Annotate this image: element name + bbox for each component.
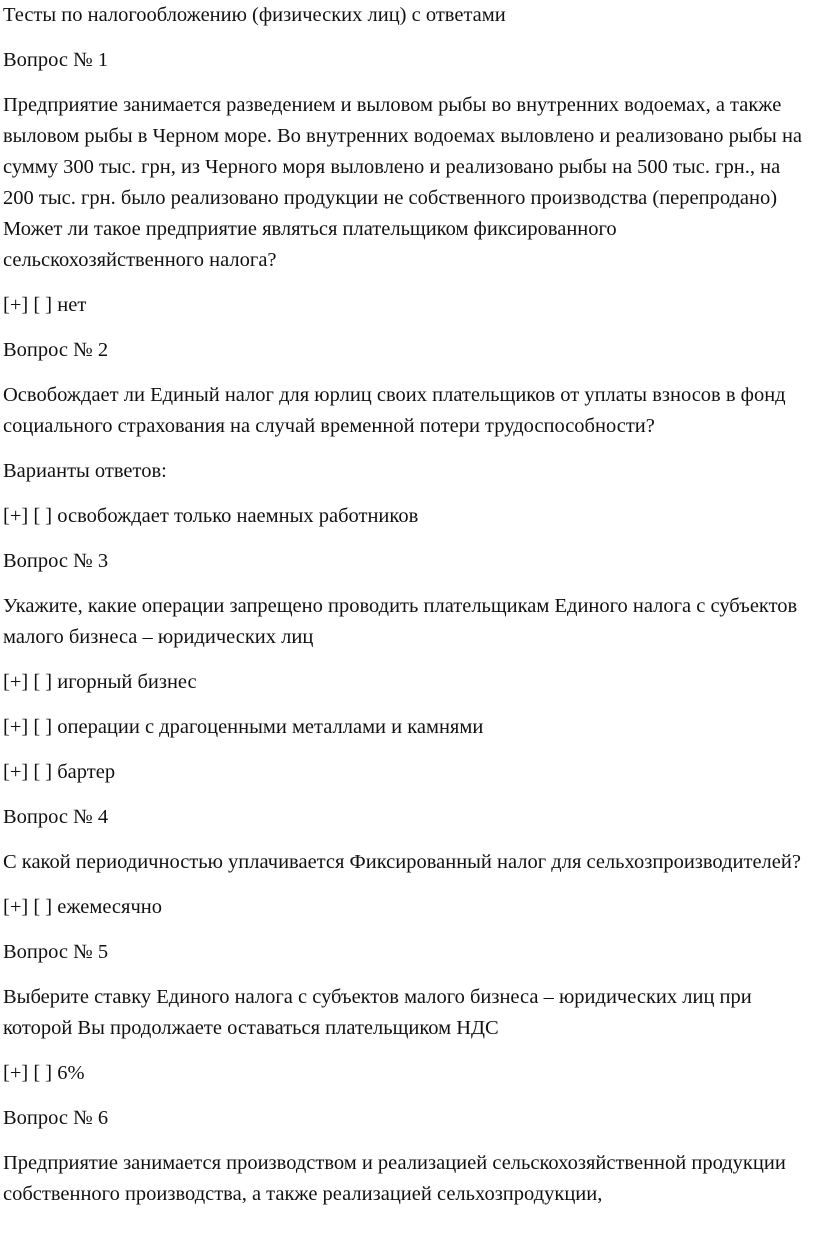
document-title: Тесты по налогообложению (физических лиц) с ответами bbox=[3, 4, 506, 26]
question-3 bbox=[3, 546, 813, 788]
answer-option bbox=[3, 501, 813, 532]
empty-checkbox: [ ] bbox=[33, 505, 53, 527]
correct-mark: [+] bbox=[3, 716, 29, 738]
answer-text: ежемесячно bbox=[57, 896, 162, 918]
answer-text: бартер bbox=[57, 761, 116, 783]
question-text: Освобождает ли Единый налог для юрлиц своих плательщиков от уплаты взносов в фонд социального страхования на случай временной потери трудоспособности? bbox=[3, 384, 786, 437]
question-heading: Вопрос № 1 bbox=[3, 49, 109, 71]
empty-checkbox: [ ] bbox=[33, 1062, 53, 1084]
empty-checkbox: [ ] bbox=[33, 716, 53, 738]
answer-option bbox=[3, 712, 813, 743]
answer-option bbox=[3, 1058, 813, 1089]
correct-mark: [+] bbox=[3, 505, 29, 527]
correct-mark: [+] bbox=[3, 896, 29, 918]
answer-option bbox=[3, 667, 813, 698]
question-heading: Вопрос № 4 bbox=[3, 806, 109, 828]
question-text: Выберите ставку Единого налога с субъектов малого бизнеса – юридических лиц при которой Вы продолжаете оставаться плательщиком НДС bbox=[3, 986, 752, 1039]
question-1 bbox=[3, 45, 813, 321]
answer-text: освобождает только наемных работников bbox=[57, 505, 419, 527]
answer-text: 6% bbox=[57, 1062, 85, 1084]
answer-option bbox=[3, 892, 813, 923]
answer-option bbox=[3, 757, 813, 788]
question-text: Предприятие занимается разведением и выловом рыбы во внутренних водоемах, а также выловом рыбы в Черном море. Во внутренних водоемах выловлено и реализовано рыбы на сумму 300 тыс. грн, из Черного моря выловлено и реализовано рыбы на 500 тыс. грн., на 200 тыс. грн. было реализовано продукции не собственного производства (перепродано) Может ли такое предприятие являться плательщиком фиксированного сельскохозяйственного налога? bbox=[3, 94, 803, 271]
question-heading: Вопрос № 3 bbox=[3, 550, 109, 572]
correct-mark: [+] bbox=[3, 1062, 29, 1084]
document-body bbox=[3, 0, 813, 1224]
answer-text: игорный бизнес bbox=[57, 671, 197, 693]
question-text: С какой периодичностью уплачивается Фиксированный налог для сельхозпроизводителей? bbox=[3, 851, 801, 873]
empty-checkbox: [ ] bbox=[33, 761, 53, 783]
answer-option bbox=[3, 290, 813, 321]
question-text: Укажите, какие операции запрещено проводить плательщикам Единого налога с субъектов малого бизнеса – юридических лиц bbox=[3, 595, 798, 648]
answer-text: нет bbox=[57, 294, 87, 316]
question-2 bbox=[3, 335, 813, 532]
empty-checkbox: [ ] bbox=[33, 896, 53, 918]
question-4 bbox=[3, 802, 813, 923]
question-text: Предприятие занимается производством и реализацией сельскохозяйственной продукции собственного производства, а также реализацией сельхозпродукции, bbox=[3, 1152, 786, 1205]
correct-mark: [+] bbox=[3, 294, 29, 316]
question-heading: Вопрос № 2 bbox=[3, 339, 109, 361]
answer-text: операции с драгоценными металлами и камнями bbox=[57, 716, 484, 738]
correct-mark: [+] bbox=[3, 671, 29, 693]
empty-checkbox: [ ] bbox=[33, 671, 53, 693]
question-6 bbox=[3, 1103, 813, 1210]
variants-label: Варианты ответов: bbox=[3, 460, 167, 482]
empty-checkbox: [ ] bbox=[33, 294, 53, 316]
question-heading: Вопрос № 5 bbox=[3, 941, 109, 963]
question-5 bbox=[3, 937, 813, 1089]
question-heading: Вопрос № 6 bbox=[3, 1107, 109, 1129]
correct-mark: [+] bbox=[3, 761, 29, 783]
